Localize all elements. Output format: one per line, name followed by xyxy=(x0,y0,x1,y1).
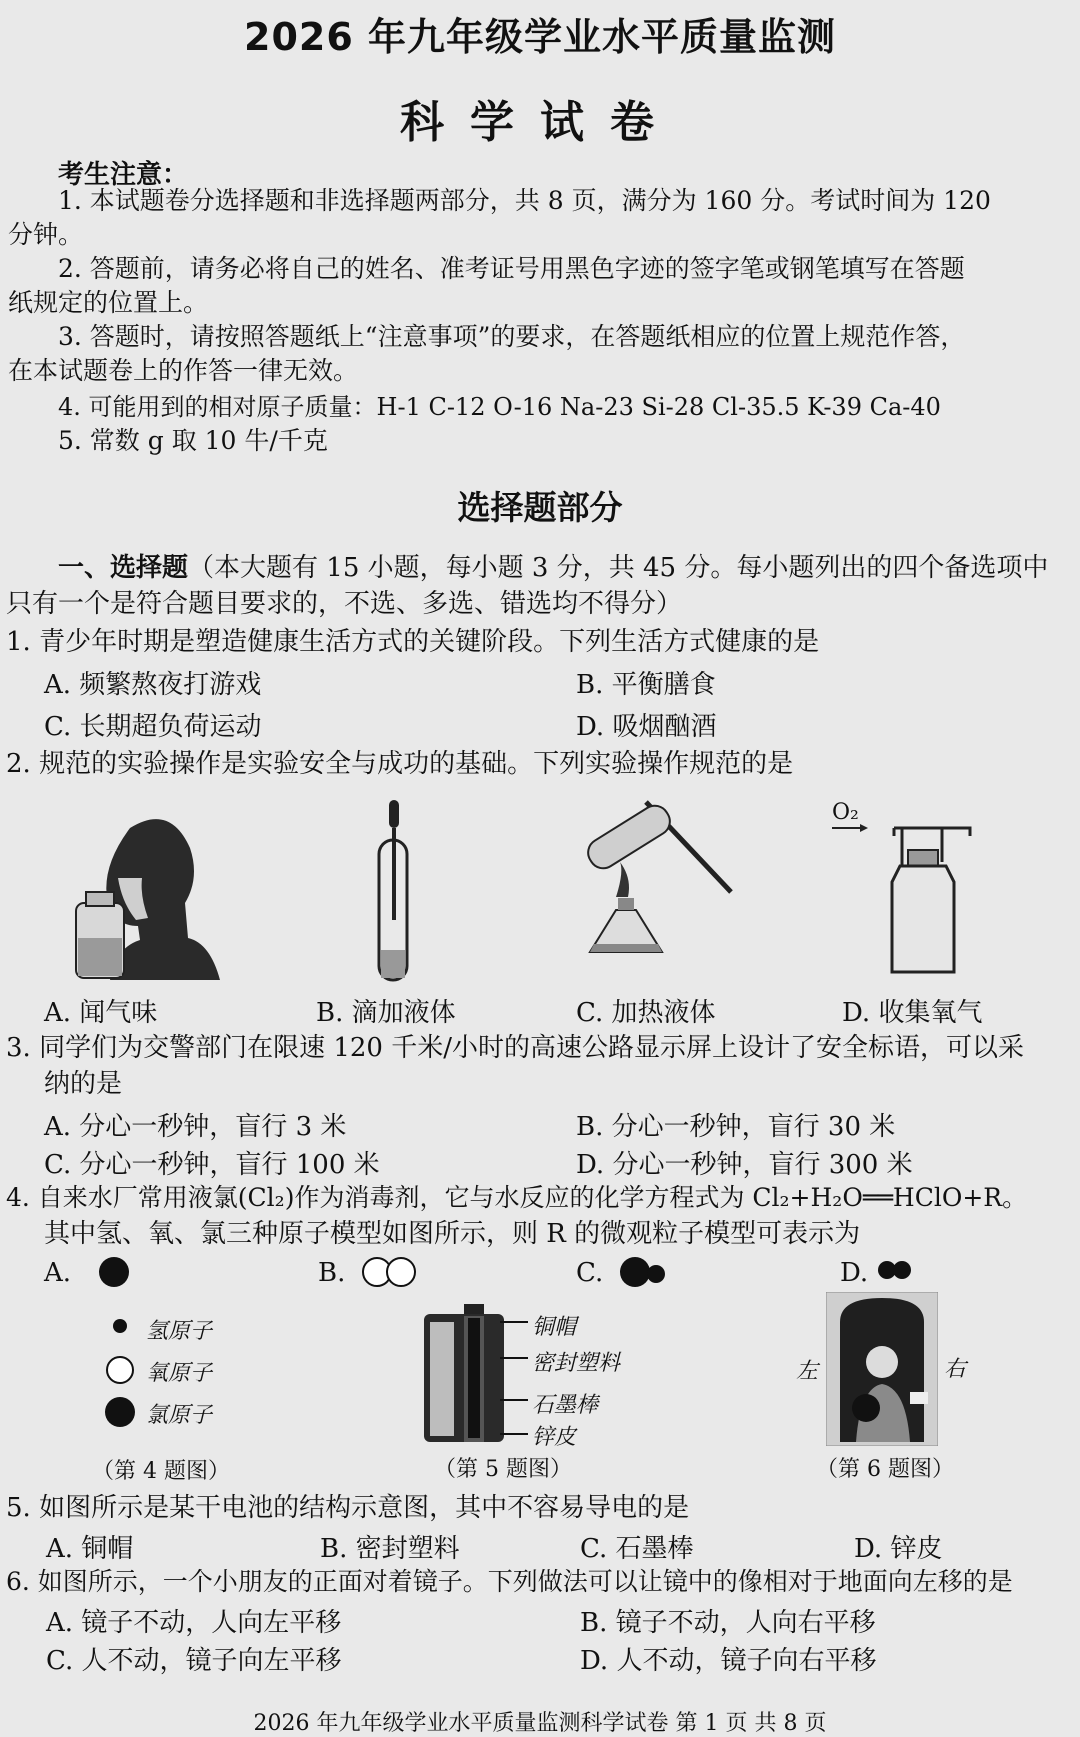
gas-collection-bottle-illustration xyxy=(830,822,980,982)
battery-label-zinc: 锌皮 xyxy=(532,1425,577,1450)
notice-line: 纸规定的位置上。 xyxy=(8,288,209,317)
q4-option-a: A. xyxy=(44,1258,72,1288)
q1-stem: 1. 青少年时期是塑造健康生活方式的关键阶段。下列生活方式健康的是 xyxy=(6,627,820,657)
q1-option-b: B. 平衡膳食 xyxy=(576,670,716,700)
q3-option-c: C. 分心一秒钟，盲行 100 米 xyxy=(44,1150,380,1180)
o2-label: O₂ xyxy=(832,800,859,825)
section-intro-line1 xyxy=(58,550,1048,586)
q6-figure-caption: （第 6 题图） xyxy=(816,1457,954,1482)
q6-option-c: C. 人不动，镜子向左平移 xyxy=(46,1646,342,1676)
notice-line: 5. 常数 g 取 10 牛/千克 xyxy=(58,426,328,455)
q2-option-b: B. 滴加液体 xyxy=(316,998,456,1028)
notice-line: 分钟。 xyxy=(8,220,84,249)
battery-label-graphite: 石墨棒 xyxy=(532,1393,599,1418)
q3-option-d: D. 分心一秒钟，盲行 300 米 xyxy=(576,1150,913,1180)
q4-stem-cont: 其中氢、氧、氯三种原子模型如图所示，则 R 的微观粒子模型可表示为 xyxy=(44,1219,861,1249)
mirror-label-left: 左 xyxy=(796,1359,819,1384)
dropper-tube-illustration xyxy=(372,800,426,984)
q3-stem-cont: 纳的是 xyxy=(44,1069,123,1099)
q1-option-c: C. 长期超负荷运动 xyxy=(44,712,262,742)
heating-liquid-illustration xyxy=(576,792,740,964)
notice-line: 4. 可能用到的相对原子质量：H-1 C-12 O-16 Na-23 Si-28 Cl-35.5 K-39 Ca-40 xyxy=(58,393,941,421)
q4-option-d: D. xyxy=(840,1258,869,1288)
q3-stem: 3. 同学们为交警部门在限速 120 千米/小时的高速公路显示屏上设计了安全标语，可以采 xyxy=(6,1033,1024,1063)
q6-option-d: D. 人不动，镜子向右平移 xyxy=(580,1646,877,1676)
notice-line: 在本试题卷上的作答一律无效。 xyxy=(8,356,359,385)
section-intro-bold: 一、选择题 xyxy=(58,553,189,583)
smell-figure-illustration xyxy=(70,808,230,980)
q2-option-c: C. 加热液体 xyxy=(576,998,716,1028)
q6-option-b: B. 镜子不动，人向右平移 xyxy=(580,1608,876,1638)
q4-option-b-model xyxy=(360,1254,418,1290)
q4-option-a-model xyxy=(96,1254,132,1290)
q5-option-a: A. 铜帽 xyxy=(46,1534,134,1564)
notice-line: 1. 本试题卷分选择题和非选择题两部分，共 8 页，满分为 160 分。考试时间为 120 xyxy=(58,186,991,215)
notice-heading: 考生注意： xyxy=(58,160,189,190)
q1-option-d: D. 吸烟酗酒 xyxy=(576,712,717,742)
q5-figure-caption: （第 5 题图） xyxy=(434,1457,572,1482)
mirror-label-right: 右 xyxy=(944,1357,967,1382)
q4-option-c-model xyxy=(618,1254,670,1290)
atom-legend-symbols xyxy=(104,1316,144,1438)
q5-stem: 5. 如图所示是某干电池的结构示意图，其中不容易导电的是 xyxy=(6,1493,690,1523)
exam-title: 2026 年九年级学业水平质量监测 xyxy=(244,15,836,59)
q4-option-b: B. xyxy=(318,1258,346,1288)
notice-line: 2. 答题前，请务必将自己的姓名、准考证号用黑色字迹的签字笔或钢笔填写在答题 xyxy=(58,254,965,283)
legend-oxygen: 氧原子 xyxy=(146,1361,213,1386)
q5-option-d: D. 锌皮 xyxy=(854,1534,943,1564)
q5-option-c: C. 石墨棒 xyxy=(580,1534,694,1564)
legend-chlorine: 氯原子 xyxy=(146,1403,213,1428)
page-footer: 2026 年九年级学业水平质量监测科学试卷 第 1 页 共 8 页 xyxy=(253,1711,827,1736)
legend-hydrogen: 氢原子 xyxy=(146,1319,213,1344)
q2-option-a: A. 闻气味 xyxy=(44,998,158,1028)
q2-stem: 2. 规范的实验操作是实验安全与成功的基础。下列实验操作规范的是 xyxy=(6,749,794,779)
section-intro-text: （本大题有 15 小题，每小题 3 分，共 45 分。每小题列出的四个备选项中 xyxy=(188,553,1049,583)
q4-option-d-model xyxy=(876,1258,914,1282)
q2-option-d: D. 收集氧气 xyxy=(842,998,983,1028)
q6-stem: 6. 如图所示，一个小朋友的正面对着镜子。下列做法可以让镜中的像相对于地面向左移的是 xyxy=(6,1567,1013,1596)
q5-option-b: B. 密封塑料 xyxy=(320,1534,460,1564)
q3-option-b: B. 分心一秒钟，盲行 30 米 xyxy=(576,1112,896,1142)
q3-option-a: A. 分心一秒钟，盲行 3 米 xyxy=(44,1112,347,1142)
q4-stem: 4. 自来水厂常用液氯(Cl₂)作为消毒剂，它与水反应的化学方程式为 Cl₂+H₂O══HClO+R。 xyxy=(6,1183,1028,1212)
q1-option-a: A. 频繁熬夜打游戏 xyxy=(44,670,262,700)
q4-option-c: C. xyxy=(576,1258,604,1288)
exam-subtitle: 科学试卷 xyxy=(400,97,680,148)
q4-figure-caption: （第 4 题图） xyxy=(92,1459,230,1484)
child-mirror-photo xyxy=(826,1292,938,1446)
q6-option-a: A. 镜子不动，人向左平移 xyxy=(46,1608,342,1638)
battery-label-copper-cap: 铜帽 xyxy=(532,1315,577,1340)
section-title: 选择题部分 xyxy=(457,488,623,527)
section-intro-line2: 只有一个是符合题目要求的，不选、多选、错选均不得分） xyxy=(6,589,683,619)
notice-line: 3. 答题时，请按照答题纸上“注意事项”的要求，在答题纸相应的位置上规范作答， xyxy=(58,322,966,351)
battery-label-seal: 密封塑料 xyxy=(532,1351,621,1376)
